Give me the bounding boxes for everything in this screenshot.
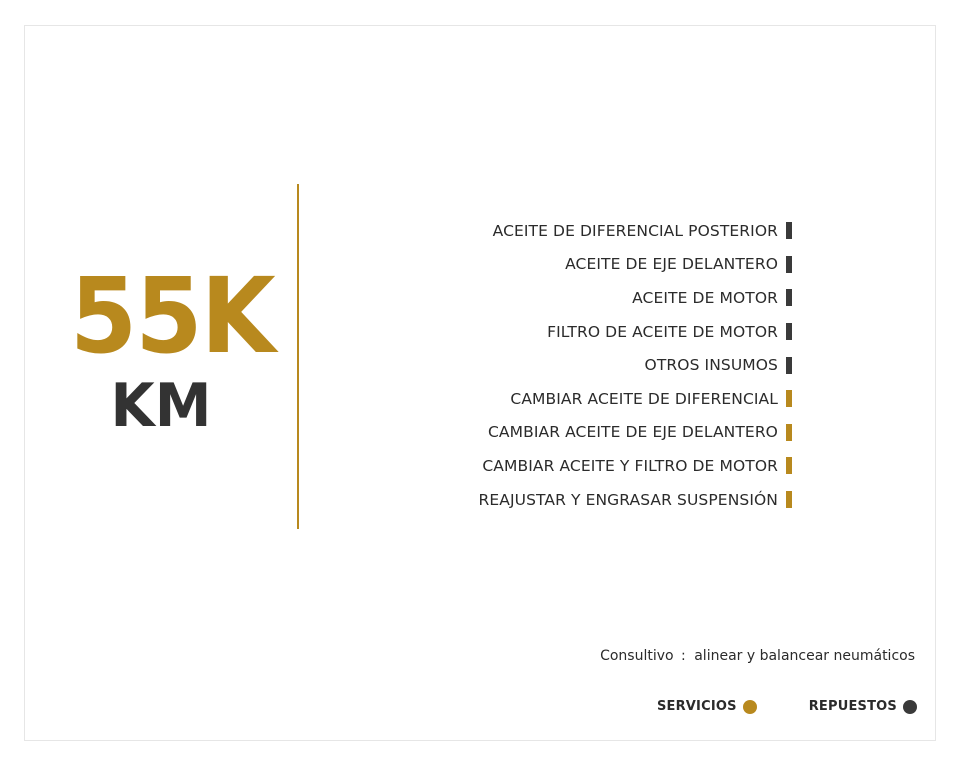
servicio-marker: [786, 424, 792, 441]
list-item: [478, 281, 792, 315]
repuesto-marker: [786, 323, 792, 340]
list-item: [478, 348, 792, 382]
item-label: OTROS INSUMOS: [644, 356, 778, 375]
item-label: FILTRO DE ACEITE DE MOTOR: [547, 322, 778, 341]
repuesto-marker: [786, 357, 792, 374]
legend-repuestos: [809, 699, 917, 714]
item-label: ACEITE DE MOTOR: [632, 288, 778, 307]
consultivo-note: [600, 648, 915, 664]
consultivo-separator: :: [681, 648, 686, 664]
maintenance-items-list: [478, 214, 792, 516]
list-item: [478, 416, 792, 450]
legend-repuestos-label: REPUESTOS: [808, 699, 897, 714]
item-label: CAMBIAR ACEITE DE DIFERENCIAL: [510, 389, 778, 408]
vertical-divider: [297, 184, 299, 529]
servicios-dot-icon: [743, 700, 757, 714]
maintenance-card: [24, 25, 936, 741]
repuesto-marker: [786, 222, 792, 239]
list-item: [478, 315, 792, 349]
item-label: ACEITE DE DIFERENCIAL POSTERIOR: [492, 221, 778, 240]
repuesto-marker: [786, 256, 792, 273]
repuestos-dot-icon: [903, 700, 917, 714]
item-label: CAMBIAR ACEITE DE EJE DELANTERO: [487, 423, 778, 442]
repuesto-marker: [786, 289, 792, 306]
mileage-block: [63, 255, 274, 441]
item-label: REAJUSTAR Y ENGRASAR SUSPENSIÓN: [478, 490, 778, 509]
mileage-unit: KM: [110, 371, 212, 441]
servicio-marker: [786, 390, 792, 407]
servicio-marker: [786, 457, 792, 474]
servicio-marker: [786, 491, 792, 508]
list-item: [478, 449, 792, 483]
list-item: [478, 214, 792, 248]
legend-servicios-label: SERVICIOS: [656, 699, 737, 714]
consultivo-text: alinear y balancear neumáticos: [694, 648, 915, 664]
item-label: CAMBIAR ACEITE Y FILTRO DE MOTOR: [482, 456, 778, 475]
consultivo-label: Consultivo: [600, 648, 674, 664]
legend-servicios: [657, 699, 757, 714]
list-item: [478, 382, 792, 416]
item-label: ACEITE DE EJE DELANTERO: [565, 255, 778, 274]
list-item: [478, 248, 792, 282]
list-item: [478, 483, 792, 517]
mileage-value: 55K: [69, 255, 274, 377]
legend: [605, 699, 917, 714]
